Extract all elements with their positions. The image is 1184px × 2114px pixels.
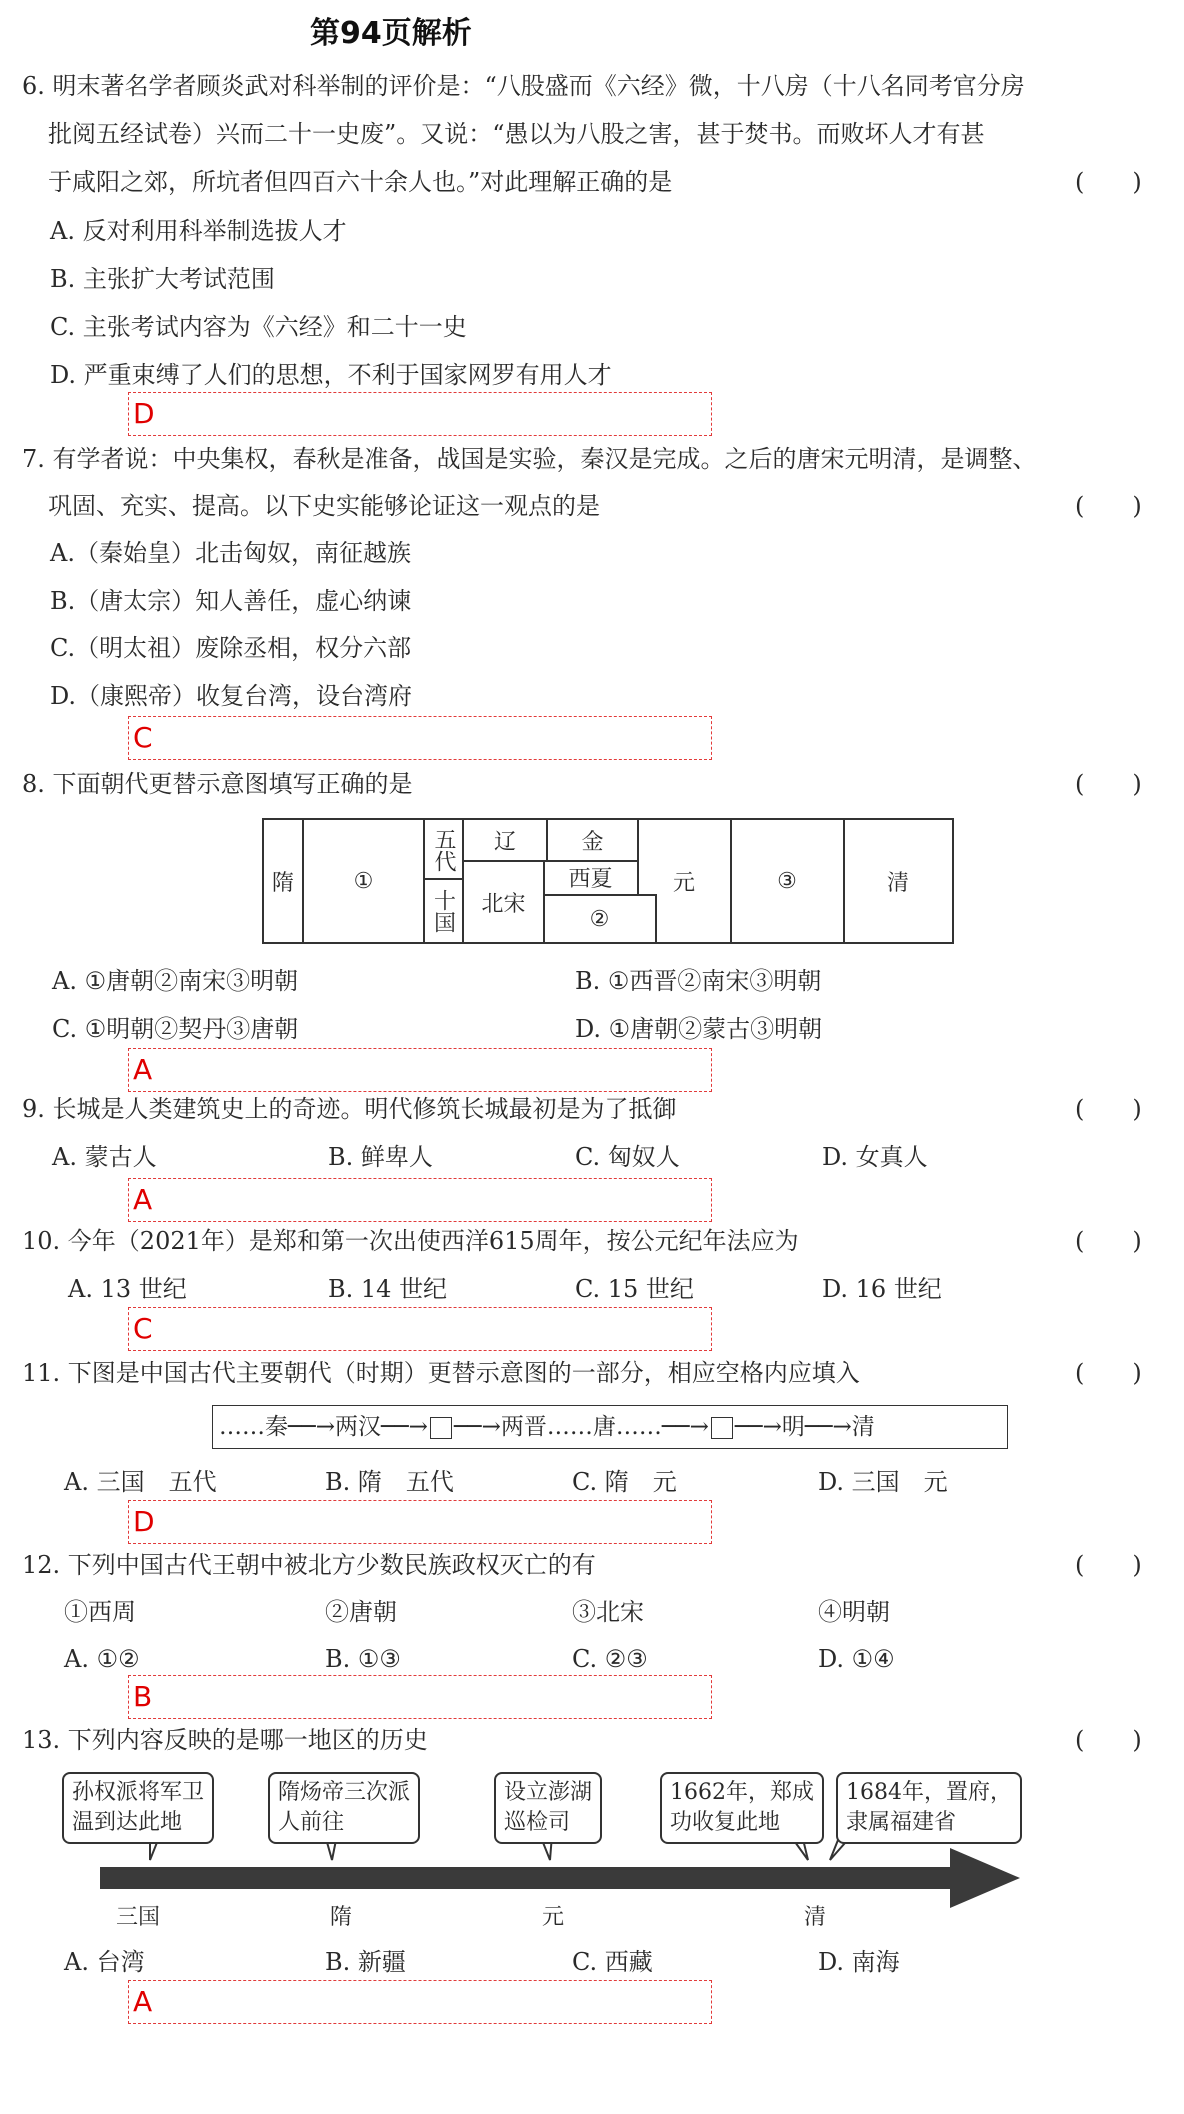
q6-stem-line-1: 6. 明末著名学者顾炎武对科举制的评价是：“八股盛而《六经》微，十八房（十八名同考官分房 [22,72,1025,100]
q8-option-b: B. ①西晋②南宋③明朝 [575,967,822,995]
cell-liao: 辽 [493,829,516,855]
q13-answer-box: A [128,1980,712,2024]
page-title: 第94页解析 [310,16,472,51]
q9-option-d: D. 女真人 [822,1143,928,1171]
chain-blank-1 [430,1417,452,1439]
q12-answer-box: B [128,1675,712,1719]
q13-option-d: D. 南海 [818,1948,900,1976]
q9-answer-box: A [128,1178,712,1222]
chain-blank-2 [711,1417,733,1439]
q8-option-a: A. ①唐朝②南宋③明朝 [52,967,299,995]
q13-option-a: A. 台湾 [64,1948,145,1976]
dynasty-table [262,818,954,944]
q7-answer-paren: ( ) [1075,492,1142,520]
cell-yuan: 元 [672,870,695,896]
q6-option-c: C. 主张考试内容为《六经》和二十一史 [50,313,467,341]
q10-answer-paren: ( ) [1075,1227,1142,1255]
q10-option-a: A. 13 世纪 [68,1275,187,1303]
q8-option-d: D. ①唐朝②蒙古③明朝 [575,1015,823,1043]
q6-answer-box: D [128,392,712,436]
timeline-label-qing: 清 [804,1905,827,1930]
timeline-bubble-1: 孙权派将军卫 温到达此地 [62,1772,214,1844]
q7-stem-line-1: 7. 有学者说：中央集权，春秋是准备，战国是实验，秦汉是完成。之后的唐宋元明清，是调整、 [22,445,1037,473]
cell-wudai: 五代 [431,828,456,872]
q7-option-d: D.（康熙帝）收复台湾，设台湾府 [50,682,413,710]
q12-item-1: ①西周 [64,1598,136,1626]
chain-part-2: ──→两晋……唐……──→ [453,1414,709,1440]
q12-item-3: ③北宋 [572,1598,644,1626]
q7-option-a: A.（秦始皇）北击匈奴，南征越族 [50,539,411,567]
q11-stem: 11. 下图是中国古代主要朝代（时期）更替示意图的一部分，相应空格内应填入 [22,1359,860,1387]
q12-option-a: A. ①② [64,1645,140,1673]
q8-option-c: C. ①明朝②契丹③唐朝 [52,1015,299,1043]
dynasty-chain [212,1405,1008,1449]
timeline-bubble-3: 设立澎湖 巡检司 [494,1772,602,1844]
cell-xixia: 西夏 [568,867,613,892]
q9-option-a: A. 蒙古人 [52,1143,157,1171]
q12-option-b: B. ①③ [325,1645,401,1673]
q7-answer-box: C [128,716,712,760]
q13-answer-paren: ( ) [1075,1726,1142,1754]
q12-item-2: ②唐朝 [325,1598,397,1626]
timeline-bubble-2: 隋炀帝三次派 人前往 [268,1772,420,1844]
q6-answer-paren: ( ) [1075,168,1142,196]
q7-stem-line-2: 巩固、充实、提高。以下史实能够论证这一观点的是 [48,492,600,520]
q12-option-c: C. ②③ [572,1645,648,1673]
q11-option-c: C. 隋 元 [572,1468,677,1496]
chain-part-1: ……秦──→两汉──→ [219,1414,428,1440]
q6-option-b: B. 主张扩大考试范围 [50,265,275,293]
q13-option-b: B. 新疆 [325,1948,406,1976]
q9-stem: 9. 长城是人类建筑史上的奇迹。明代修筑长城最初是为了抵御 [22,1095,677,1123]
q10-option-b: B. 14 世纪 [328,1275,448,1303]
chain-part-3: ──→明──→清 [734,1414,875,1440]
q6-option-d: D. 严重束缚了人们的思想，不利于国家网罗有用人才 [50,361,612,389]
q12-option-d: D. ①④ [818,1645,895,1673]
q11-option-a: A. 三国 五代 [64,1468,217,1496]
q9-option-c: C. 匈奴人 [575,1143,680,1171]
cell-shiguo: 十国 [430,889,456,933]
q8-answer-box: A [128,1048,712,1092]
q11-option-b: B. 隋 五代 [325,1468,454,1496]
timeline-label-sui: 隋 [330,1905,353,1930]
q10-answer-box: C [128,1307,712,1351]
timeline-label-sanguo: 三国 [116,1905,161,1930]
q7-option-c: C.（明太祖）废除丞相，权分六部 [50,634,412,662]
q12-stem: 12. 下列中国古代王朝中被北方少数民族政权灭亡的有 [22,1551,596,1579]
q6-stem-line-3: 于咸阳之郊，所坑者但四百六十余人也。”对此理解正确的是 [48,168,673,196]
cell-qing: 清 [886,870,909,896]
q11-answer-paren: ( ) [1075,1359,1142,1387]
q13-stem: 13. 下列内容反映的是哪一地区的历史 [22,1726,428,1754]
timeline-bubble-4: 1662年，郑成 功收复此地 [660,1772,824,1844]
cell-jin: 金 [581,829,604,855]
q11-option-d: D. 三国 元 [818,1468,948,1496]
q12-item-4: ④明朝 [818,1598,890,1626]
cell-blank-2: ② [589,906,610,932]
cell-beisong: 北宋 [481,891,526,917]
q10-option-d: D. 16 世纪 [822,1275,942,1303]
timeline-bubble-5: 1684年，置府， 隶属福建省 [836,1772,1022,1844]
cell-sui: 隋 [271,870,294,896]
cell-blank-1: ① [353,868,374,894]
q10-stem: 10. 今年（2021年）是郑和第一次出使西洋615周年，按公元纪年法应为 [22,1227,799,1255]
q6-option-a: A. 反对利用科举制选拔人才 [50,217,347,245]
timeline-label-yuan: 元 [542,1905,565,1930]
q6-stem-line-2: 批阅五经试卷）兴而二十一史废”。又说：“愚以为八股之害，甚于焚书。而败坏人才有甚 [48,120,985,148]
q8-answer-paren: ( ) [1075,770,1142,798]
q12-answer-paren: ( ) [1075,1551,1142,1579]
q9-answer-paren: ( ) [1075,1095,1142,1123]
q7-option-b: B.（唐太宗）知人善任，虚心纳谏 [50,587,412,615]
q8-stem: 8. 下面朝代更替示意图填写正确的是 [22,770,413,798]
q13-option-c: C. 西藏 [572,1948,653,1976]
q10-option-c: C. 15 世纪 [575,1275,694,1303]
cell-blank-3: ③ [777,868,797,894]
q11-answer-box: D [128,1500,712,1544]
q9-option-b: B. 鲜卑人 [328,1143,433,1171]
